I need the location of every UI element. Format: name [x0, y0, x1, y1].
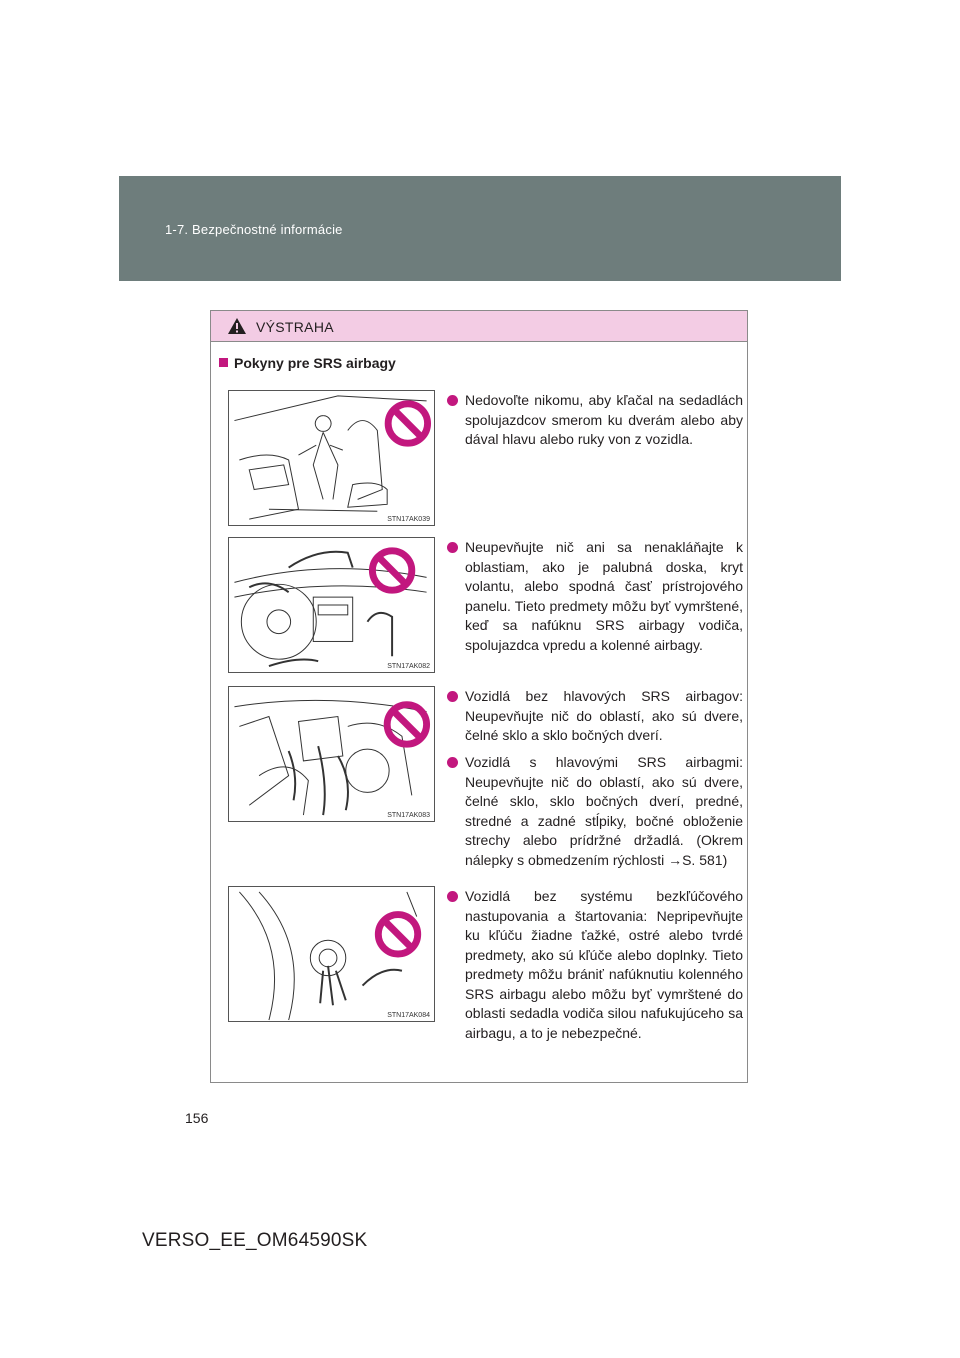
- list-item-text: Vozidlá s hlavovými SRS airbagmi: Neupevňujte nič do oblastí, ako sú dvere, čelné sklo, sklo bočných dverí, predné, stredné a zadné stĺpiky, bočné obloženie strechy alebo prídržné držadlá. (Okrem nálepky s obmedzením rýchlosti →S. 581): [465, 754, 743, 868]
- list-item: [447, 538, 743, 655]
- list-item: [447, 391, 743, 450]
- warning-box: [210, 310, 748, 1083]
- warning-title: VÝSTRAHA: [256, 319, 334, 335]
- subheading: [219, 355, 396, 371]
- document-code: VERSO_EE_OM64590SK: [142, 1230, 368, 1251]
- bullet-icon: [447, 395, 458, 406]
- list-item-text: Vozidlá bez hlavových SRS airbagov: Neupevňujte nič do oblastí, ako sú dvere, čelné sklo a sklo bočných dverí.: [465, 688, 743, 743]
- figure-illustration: [229, 687, 434, 821]
- list-item-text: Nedovoľte nikomu, aby kľačal na sedadlách spolujazdcov smerom ku dverám alebo aby dával hlavu alebo ruky von z vozidla.: [465, 392, 743, 447]
- figure-ignition-key: [228, 886, 435, 1022]
- bullet-icon: [447, 757, 458, 768]
- bullet-icon: [447, 691, 458, 702]
- list-item: [447, 753, 743, 870]
- figure-passenger-seat: [228, 390, 435, 526]
- subheading-text: Pokyny pre SRS airbagy: [234, 355, 396, 371]
- square-bullet-icon: [219, 358, 228, 367]
- bullet-icon: [447, 542, 458, 553]
- figure-code: STN17AK084: [387, 1012, 430, 1019]
- warning-triangle-icon: [227, 317, 247, 335]
- list-item: [447, 687, 743, 746]
- bullet-icon: [447, 891, 458, 902]
- figure-illustration: [229, 391, 434, 525]
- figure-illustration: [229, 538, 434, 672]
- list-item: [447, 887, 743, 1043]
- section-title: 1-7. Bezpečnostné informácie: [165, 222, 343, 237]
- list-item-text: Neupevňujte nič ani sa nenakláňajte k oblastiam, ako je palubná doska, kryt volantu, alebo spodná časť prístrojového panelu. Tieto predmety môžu byť vymrštené, keď sa nafúknu SRS airbagy vodiča, spolujazdca vpredu a kolenné airbagy.: [465, 539, 743, 653]
- figure-code: STN17AK039: [387, 516, 430, 523]
- figure-dashboard: [228, 537, 435, 673]
- figure-code: STN17AK082: [387, 663, 430, 670]
- list-item-text: Vozidlá bez systému bezkľúčového nastupovania a štartovania: Nepripevňujte ku kľúču žiadne ťažké, ostré alebo tvrdé predmety, ako sú kľúče alebo doplnky. Tieto predmety môžu brániť nafúknutiu kolenného SRS airbagu alebo môžu byť vymrštené do oblasti sedadla vodiča silou nafukujúceho sa airbagu, a to je nebezpečné.: [465, 888, 743, 1041]
- figure-code: STN17AK083: [387, 812, 430, 819]
- figure-interior: [228, 686, 435, 822]
- figure-illustration: [229, 887, 434, 1021]
- page-number: 156: [185, 1110, 209, 1126]
- warning-header: [211, 311, 747, 342]
